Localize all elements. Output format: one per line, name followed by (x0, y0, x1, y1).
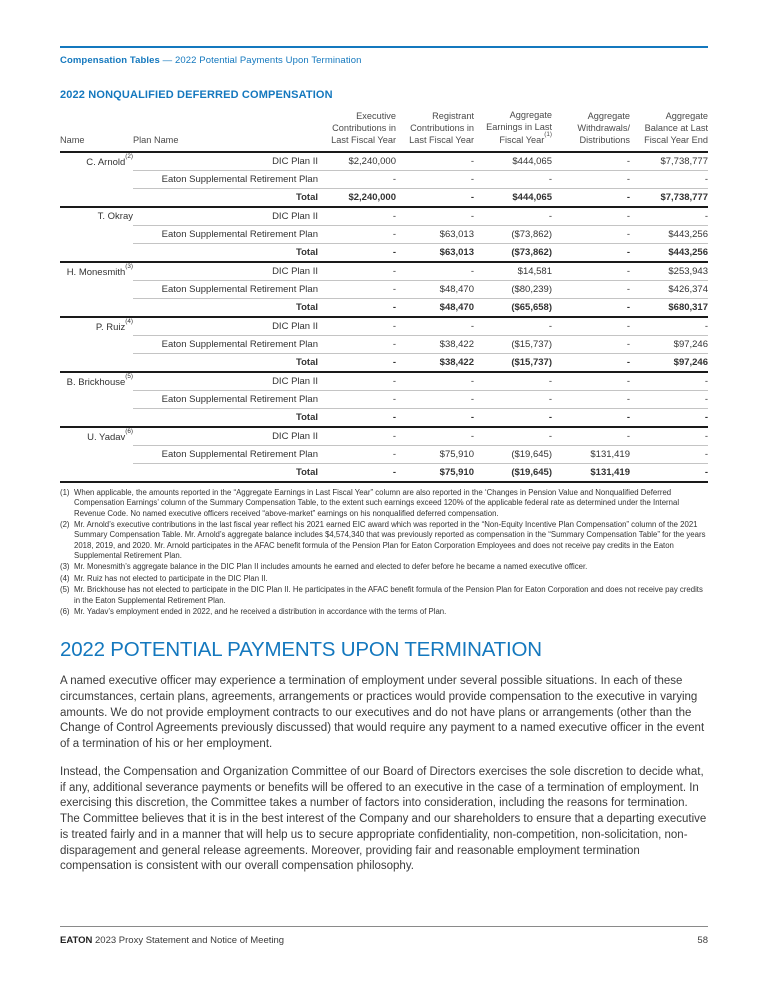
value-cell: - (474, 390, 552, 408)
value-cell: - (552, 262, 630, 281)
footnote-text: Mr. Ruiz has not elected to participate in the DIC Plan II. (74, 573, 268, 583)
value-cell: - (396, 427, 474, 446)
body-paragraphs (60, 674, 708, 875)
value-cell: - (552, 170, 630, 188)
value-cell: - (474, 317, 552, 336)
plan-cell: DIC Plan II (133, 372, 318, 391)
value-cell: - (552, 372, 630, 391)
table-row (60, 390, 708, 408)
footnote-marker: (1) (544, 130, 552, 138)
value-cell: - (318, 427, 396, 446)
footnote-item (60, 607, 708, 617)
plan-cell: Total (133, 188, 318, 207)
table-row (60, 262, 708, 281)
value-cell: ($15,737) (474, 353, 552, 372)
name-cell: P. Ruiz$^{(4)}$ (60, 317, 133, 372)
value-cell: - (318, 353, 396, 372)
column-header: Registrant Contributions in Last Fiscal Year (396, 110, 474, 152)
value-cell: $48,470 (396, 298, 474, 317)
plan-cell: Total (133, 298, 318, 317)
value-cell: - (318, 280, 396, 298)
footnote-text: Mr. Arnold’s executive contributions in the last fiscal year reflect his 2021 earned EIC award which was reported in the “Non-Equity Incentive Plan Compensation” column of the 2021 Summary Compensation Table. Mr. Arnold’s aggregate balance includes $4,574,340 that was previously reported as compensation in the “Summary Compensation Table” for the years 2018, 2019, and 2020. Mr. Arnold participates in the AFAC benefit formula of the Pension Plan for Eaton Corporation Employees and does not receive pay credits in the Eaton Supplemental Retirement Plan. (74, 520, 706, 561)
value-cell: - (318, 170, 396, 188)
brand-name: EATON (60, 935, 93, 946)
value-cell: - (552, 335, 630, 353)
table-row (60, 170, 708, 188)
footnote-text: Mr. Yadav’s employment ended in 2022, and he received a distribution in accordance with the terms of Plan. (74, 606, 447, 616)
table-row (60, 207, 708, 226)
table-row (60, 445, 708, 463)
footnote-item (60, 574, 708, 584)
footnote-text: Mr. Monesmith’s aggregate balance in the DIC Plan II includes amounts he earned and elected to defer before he became a named executive officer. (74, 562, 588, 572)
page-title: 2022 POTENTIAL PAYMENTS UPON TERMINATION (60, 638, 542, 662)
value-cell: $75,910 (396, 463, 474, 482)
value-cell: $443,256 (630, 243, 708, 262)
value-cell: - (474, 408, 552, 427)
value-cell: - (630, 170, 708, 188)
table-header-row (60, 110, 708, 152)
value-cell: - (396, 390, 474, 408)
breadcrumb (60, 55, 708, 66)
breadcrumb-page: — 2022 Potential Payments Upon Termination (159, 55, 362, 66)
table-row (60, 225, 708, 243)
value-cell: ($73,862) (474, 243, 552, 262)
value-cell: - (318, 262, 396, 281)
value-cell: $131,419 (552, 445, 630, 463)
value-cell: $97,246 (630, 353, 708, 372)
column-header: Aggregate Withdrawals/ Distributions (552, 110, 630, 152)
value-cell: - (552, 408, 630, 427)
value-cell: - (396, 170, 474, 188)
name-cell: H. Monesmith$^{(3)}$ (60, 262, 133, 317)
footnote-number: (5) (60, 585, 70, 595)
table-row (60, 298, 708, 317)
page-number: 58 (697, 935, 708, 946)
breadcrumb-section: Compensation Tables (60, 55, 160, 66)
plan-cell: Total (133, 243, 318, 262)
value-cell: - (318, 243, 396, 262)
paragraph: A named executive officer may experience a termination of employment under several possible situations. In each of these circumstances, certain plans, agreements, arrangements or practices would provide compensation to the executive in varying amounts. We do not provide employment contracts to our executives and do not have plans or arrangements (other than the Change of Control Agreements previously discussed) that would require any payment to a named executive officer in the event of a termination of his or her employment. (60, 675, 705, 751)
value-cell: - (630, 427, 708, 446)
value-cell: ($80,239) (474, 280, 552, 298)
plan-cell: DIC Plan II (133, 317, 318, 336)
value-cell: $131,419 (552, 463, 630, 482)
name-cell: T. Okray (60, 207, 133, 262)
top-divider (60, 46, 708, 48)
column-header: Aggregate Earnings in Last Fiscal Year$^{(1)}$ (474, 110, 552, 152)
plan-cell: Total (133, 408, 318, 427)
table-row (60, 408, 708, 427)
value-cell: - (396, 408, 474, 427)
footer-text: 2023 Proxy Statement and Notice of Meeting (92, 935, 285, 946)
plan-cell: Eaton Supplemental Retirement Plan (133, 280, 318, 298)
plan-cell: Total (133, 463, 318, 482)
value-cell: - (318, 298, 396, 317)
value-cell: - (318, 317, 396, 336)
footer-title (60, 935, 284, 946)
footnote-item (60, 520, 708, 561)
table-row (60, 317, 708, 336)
name-cell: U. Yadav$^{(6)}$ (60, 427, 133, 482)
column-header: Executive Contributions in Last Fiscal Year (318, 110, 396, 152)
page-content (60, 46, 708, 875)
footnote-item (60, 562, 708, 572)
value-cell: - (630, 390, 708, 408)
value-cell: - (552, 427, 630, 446)
plan-cell: DIC Plan II (133, 262, 318, 281)
table-row (60, 463, 708, 482)
value-cell: ($73,862) (474, 225, 552, 243)
value-cell: - (552, 188, 630, 207)
value-cell: - (396, 152, 474, 171)
plan-cell: Eaton Supplemental Retirement Plan (133, 445, 318, 463)
value-cell: $253,943 (630, 262, 708, 281)
value-cell: - (318, 408, 396, 427)
value-cell: - (552, 298, 630, 317)
value-cell: $7,738,777 (630, 152, 708, 171)
table-row (60, 152, 708, 171)
value-cell: $2,240,000 (318, 152, 396, 171)
footnote-item (60, 585, 708, 606)
paragraph: Instead, the Compensation and Organization Committee of our Board of Directors exercises the sole discretion to decide what, if any, additional severance payments or benefits will be offered to an executive in the case of a termination of employment. In exercising this discretion, the Committee takes a number of factors into consideration, including the reasons for termination. The Committee believes that it is in the best interest of the Company and our shareholders to ensure that a departing executive is treated fairly and in a manner that will help us to secure appropriate confidentiality, non-competition, non-solicitation, non-disparagement and general release agreements. Moreover, providing fair and reasonable employment termination compensation is consistent with our overall compensation philosophy. (60, 765, 707, 873)
plan-cell: Eaton Supplemental Retirement Plan (133, 390, 318, 408)
plan-cell: DIC Plan II (133, 152, 318, 171)
table-row (60, 243, 708, 262)
plan-cell: Eaton Supplemental Retirement Plan (133, 225, 318, 243)
value-cell: - (630, 372, 708, 391)
value-cell: $2,240,000 (318, 188, 396, 207)
value-cell: $444,065 (474, 152, 552, 171)
plan-cell: Total (133, 353, 318, 372)
value-cell: - (474, 207, 552, 226)
plan-cell: DIC Plan II (133, 427, 318, 446)
value-cell: ($15,737) (474, 335, 552, 353)
value-cell: - (396, 188, 474, 207)
value-cell: - (630, 445, 708, 463)
table-row (60, 353, 708, 372)
value-cell: - (396, 207, 474, 226)
value-cell: ($65,658) (474, 298, 552, 317)
footnote-number: (6) (60, 606, 70, 616)
value-cell: - (318, 335, 396, 353)
value-cell: - (552, 280, 630, 298)
value-cell: $97,246 (630, 335, 708, 353)
value-cell: - (552, 353, 630, 372)
value-cell: $38,422 (396, 353, 474, 372)
value-cell: $426,374 (630, 280, 708, 298)
value-cell: - (630, 207, 708, 226)
plan-cell: Eaton Supplemental Retirement Plan (133, 170, 318, 188)
value-cell: - (474, 427, 552, 446)
value-cell: $63,013 (396, 243, 474, 262)
table-body (60, 152, 708, 482)
plan-cell: Eaton Supplemental Retirement Plan (133, 335, 318, 353)
value-cell: - (318, 372, 396, 391)
table-row (60, 280, 708, 298)
value-cell: - (552, 152, 630, 171)
value-cell: ($19,645) (474, 445, 552, 463)
value-cell: - (396, 262, 474, 281)
value-cell: - (552, 317, 630, 336)
value-cell: - (318, 445, 396, 463)
footnotes (60, 488, 708, 617)
table-row (60, 188, 708, 207)
value-cell: $48,470 (396, 280, 474, 298)
value-cell: $14,581 (474, 262, 552, 281)
footnote-number: (2) (60, 520, 70, 529)
page-footer (60, 926, 708, 946)
footnote-marker: (6) (125, 427, 133, 435)
value-cell: $63,013 (396, 225, 474, 243)
value-cell: $680,317 (630, 298, 708, 317)
value-cell: - (474, 372, 552, 391)
value-cell: - (396, 317, 474, 336)
footnote-number: (1) (60, 487, 70, 497)
value-cell: $443,256 (630, 225, 708, 243)
value-cell: - (630, 317, 708, 336)
value-cell: - (318, 225, 396, 243)
value-cell: - (552, 225, 630, 243)
value-cell: $7,738,777 (630, 188, 708, 207)
value-cell: - (630, 463, 708, 482)
column-header: Name (60, 110, 133, 152)
value-cell: - (630, 408, 708, 427)
value-cell: - (552, 390, 630, 408)
nonqualified-deferred-compensation-table (60, 110, 708, 483)
value-cell: $75,910 (396, 445, 474, 463)
footnote-number: (3) (60, 562, 70, 572)
footnote-number: (4) (60, 573, 70, 583)
name-cell: B. Brickhouse$^{(5)}$ (60, 372, 133, 427)
value-cell: - (474, 170, 552, 188)
value-cell: - (318, 207, 396, 226)
footnote-marker: (5) (125, 372, 133, 380)
table-row (60, 335, 708, 353)
footnote-item (60, 488, 708, 519)
footnote-text: Mr. Brickhouse has not elected to participate in the DIC Plan II. He participates in the AFAC benefit formula of the Pension Plan for Eaton Corporation and does not receive pay credits in the Eaton Supplemental Retirement Plan. (74, 585, 703, 605)
column-header: Plan Name (133, 110, 318, 152)
footnote-marker: (4) (125, 317, 133, 325)
value-cell: $444,065 (474, 188, 552, 207)
name-cell: C. Arnold$^{(2)}$ (60, 152, 133, 207)
value-cell: - (318, 463, 396, 482)
column-header: Aggregate Balance at Last Fiscal Year End (630, 110, 708, 152)
table-row (60, 372, 708, 391)
table-header (60, 110, 708, 152)
value-cell: - (318, 390, 396, 408)
plan-cell: DIC Plan II (133, 207, 318, 226)
value-cell: $38,422 (396, 335, 474, 353)
section-title: 2022 NONQUALIFIED DEFERRED COMPENSATION (60, 89, 333, 101)
footnote-text: When applicable, the amounts reported in the “Aggregate Earnings in Last Fiscal Year” column are also reported in the ‘Changes in Pension Value and Nonqualified Deferred Compensation Earnings’ column of the Summary Compensation Table, to the extent such earnings exceed 120% of the applicable federal rate as determined under the Internal Revenue Code. No named executive officers received “above-market” earnings on his nonqualified deferred compensation. (74, 487, 680, 518)
value-cell: - (396, 372, 474, 391)
value-cell: - (552, 207, 630, 226)
footnote-marker: (2) (125, 152, 133, 160)
value-cell: ($19,645) (474, 463, 552, 482)
footnote-marker: (3) (125, 262, 133, 270)
table-row (60, 427, 708, 446)
value-cell: - (552, 243, 630, 262)
